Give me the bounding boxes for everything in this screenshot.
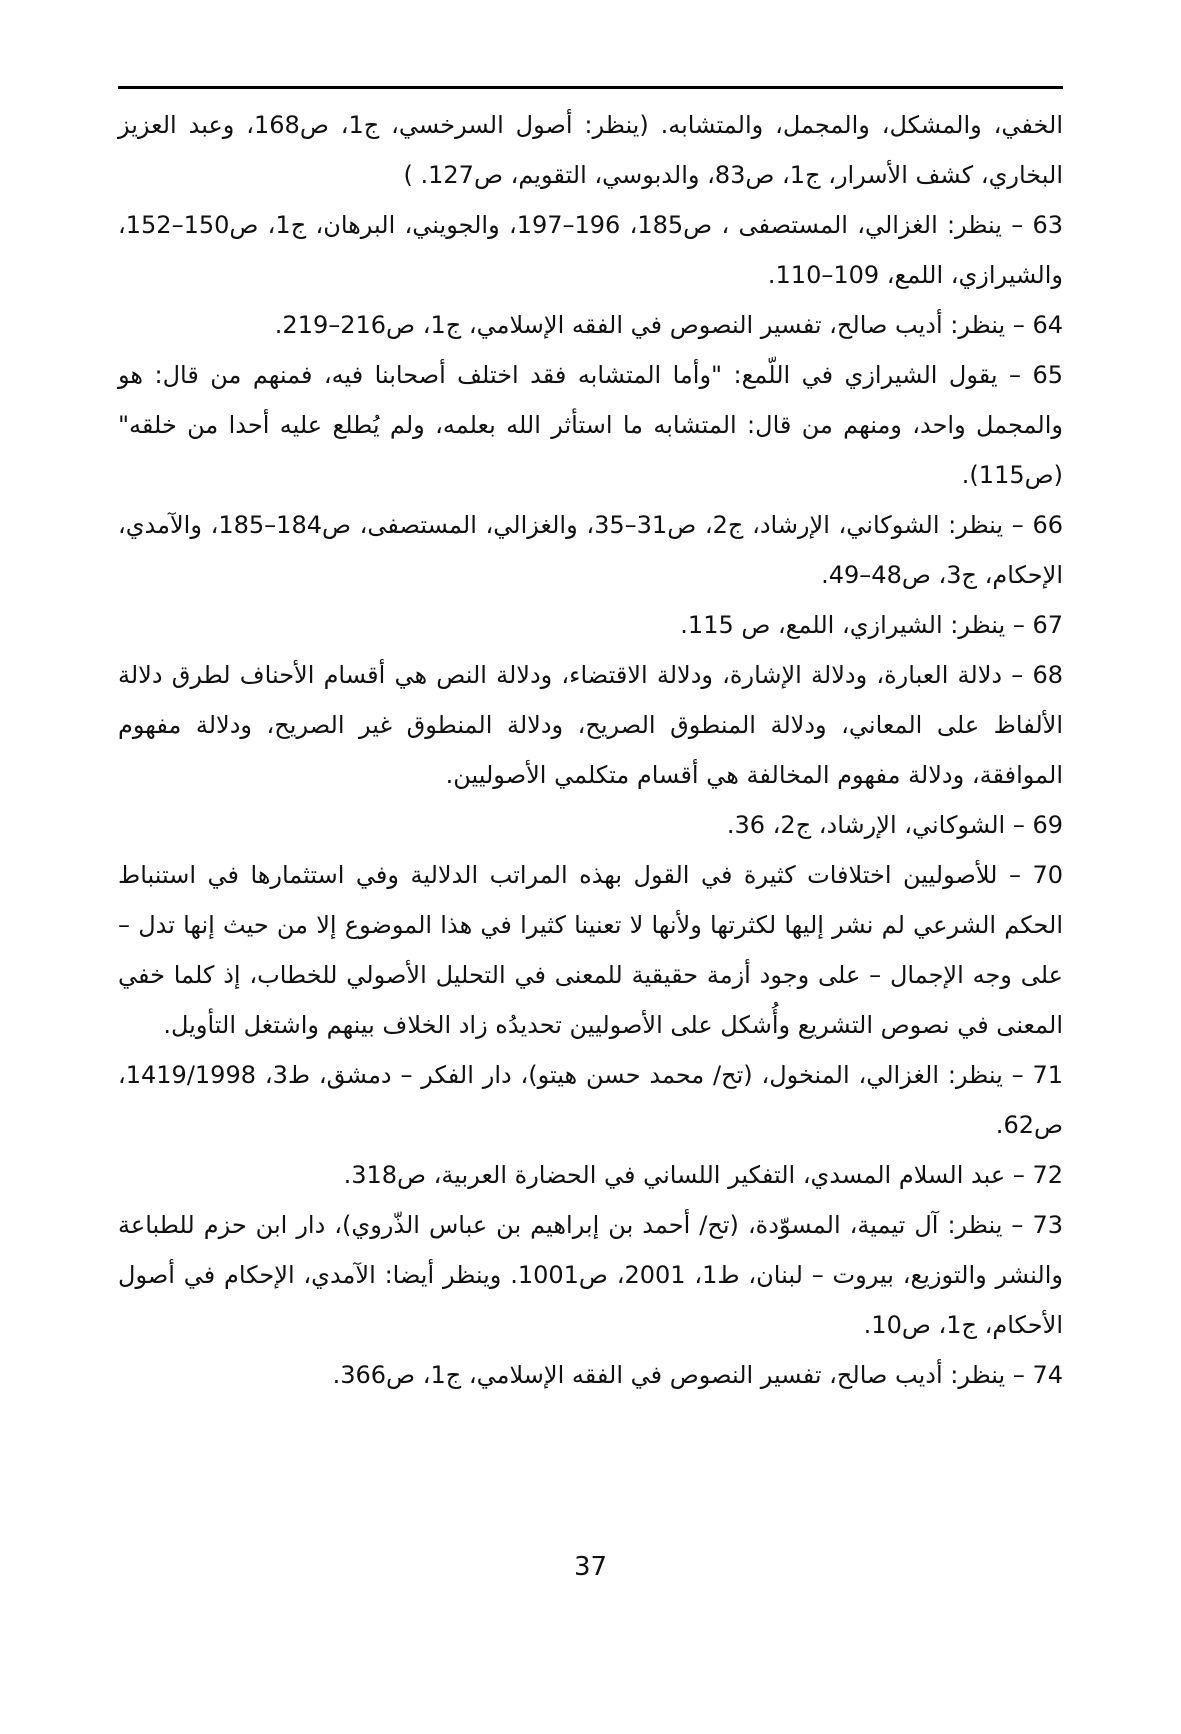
top-divider-line: [118, 86, 1063, 89]
page-number: 37: [573, 1552, 608, 1582]
footnote-74: 74 – ينظر: أديب صالح، تفسير النصوص في الفقه الإسلامي، ج1، ص366.: [332, 1361, 1063, 1389]
footnote-73: 73 – ينظر: آل تيمية، المسوّدة، (تح/ أحمد بن إبراهيم بن عباس الذّروي)، دار ابن حزم للطباعة والنشر والتوزيع، بيروت – لبنان، ط1، 2001، ص1001. وينظر أيضا: الآمدي، الإحكام في أصول الأحكام، ج1، ص10.: [118, 1211, 1063, 1339]
footnote-67: 67 – ينظر: الشيرازي، اللمع، ص 115.: [680, 611, 1063, 639]
footnote-63: 63 – ينظر: الغزالي، المستصفى ، ص185، 196–197، والجويني، البرهان، ج1، ص150–152، والشيرازي، اللمع، 109–110.: [118, 211, 1064, 289]
footnote-64: 64 – ينظر: أديب صالح، تفسير النصوص في الفقه الإسلامي، ج1، ص216–219.: [274, 311, 1063, 339]
footnote-71: 71 – ينظر: الغزالي، المنخول، (تح/ محمد حسن هيتو)، دار الفكر – دمشق، ط3، 1419/1998، ص62.: [118, 1061, 1064, 1139]
footnote-72: 72 – عبد السلام المسدي، التفكير اللساني في الحضارة العربية، ص318.: [343, 1161, 1063, 1189]
footnote-66: 66 – ينظر: الشوكاني، الإرشاد، ج2، ص31–35، والغزالي، المستصفى، ص184–185، والآمدي، الإحكام، ج3، ص48–49.: [118, 511, 1063, 589]
footnote-69: 69 – الشوكاني، الإرشاد، ج2، 36.: [726, 811, 1063, 839]
footnotes-block: [118, 100, 1063, 1400]
footnote-62-continuation: الخفي، والمشكل، والمجمل، والمتشابه. (ينظر: أصول السرخسي، ج1، ص168، وعبد العزيز البخاري، كشف الأسرار، ج1، ص83، والدبوسي، التقويم، ص127. ): [118, 111, 1063, 189]
footnote-65: 65 – يقول الشيرازي في اللّمع: "وأما المتشابه فقد اختلف أصحابنا فيه، فمنهم من قال: هو والمجمل واحد، ومنهم من قال: المتشابه ما استأثر الله بعلمه، ولم يُطلع عليه أحدا من خلقه" (ص115).: [118, 361, 1063, 489]
footnote-70: 70 – للأصوليين اختلافات كثيرة في القول بهذه المراتب الدلالية وفي استثمارها في استنباط الحكم الشرعي لم نشر إليها لكثرتها ولأنها لا تعنينا كثيرا في هذا الموضوع إلا من حيث إنها تدل – على وجه الإجمال – على وجود أزمة حقيقية للمعنى في التحليل الأصولي للخطاب، إذ كلما خفي المعنى في نصوص التشريع وأُشكل على الأصوليين تحديدُه زاد الخلاف بينهم واشتغل التأويل.: [118, 861, 1063, 1039]
footnote-68: 68 – دلالة العبارة، ودلالة الإشارة، ودلالة الاقتضاء، ودلالة النص هي أقسام الأحناف لطرق دلالة الألفاظ على المعاني، ودلالة المنطوق الصريح، ودلالة المنطوق غير الصريح، ودلالة مفهوم الموافقة، ودلالة مفهوم المخالفة هي أقسام متكلمي الأصوليين.: [118, 661, 1063, 789]
